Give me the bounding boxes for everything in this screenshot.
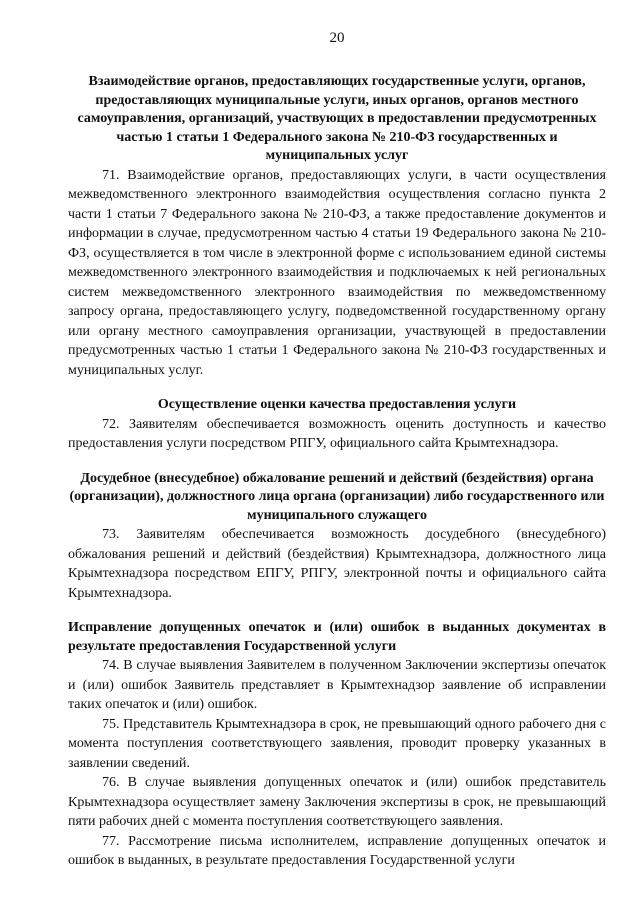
paragraph-77: 77. Рассмотрение письма исполнителем, исправление допущенных опечаток и ошибок в выданных, в результате предоставления Государственной услуги (68, 833, 606, 868)
paragraph-75: 75. Представитель Крымтехнадзора в срок, не превышающий одного рабочего дня с момента поступления соответствующего заявления, проводит проверку указанных в заявлении сведений. (68, 716, 606, 771)
paragraph-72: 72. Заявителям обеспечивается возможность оценить доступность и качество предоставления услуги посредством РПГУ, официального сайта Крымтехнадзора. (68, 416, 606, 451)
paragraph-74: 74. В случае выявления Заявителем в полученном Заключении экспертизы опечаток и (или) ошибок Заявитель представляет в Крымтехнадзор заявление об исправлении таких опечаток и (или) ошибок. (68, 658, 606, 712)
section-heading-error-correction: Исправление допущенных опечаток и (или) ошибок в выданных документах в результате предоставления Государственной услуги (68, 620, 606, 654)
paragraph-76: 76. В случае выявления допущенных опечаток и (или) ошибок представитель Крымтехнадзора осуществляет замену Заключения экспертизы в срок, не превышающий пяти рабочих дней с момента поступления соответствующего заявления. (68, 775, 606, 829)
page-number: 20 (329, 30, 345, 46)
section-heading-quality-assessment: Осуществление оценки качества предоставления услуги (157, 397, 517, 412)
section-heading-interaction: Взаимодействие органов, предоставляющих государственные услуги, органов, предоставляющих муниципальные услуги, иных органов, органов местного самоуправления, организаций, участвующих в предоставлении предусмотренных частью 1 статьи 1 Федерального закона № 210-ФЗ государственных и муниципальных услуг (77, 74, 597, 163)
paragraph-73: 73. Заявителям обеспечивается возможность досудебного (внесудебного) обжалования решений и действий (бездействия) Крымтехнадзора, должностного лица Крымтехнадзора посредством ЕПГУ, РПГУ, электронной почты и официального сайта Крымтехнадзора. (68, 527, 606, 601)
paragraph-71: 71. Взаимодействие органов, предоставляющих услуги, в части осуществления межведомственного электронного взаимодействия осуществления согласно пункта 2 части 1 статьи 7 Федерального закона № 210-ФЗ, а также предоставление документов и информации в случае, предусмотренном частью 4 статьи 19 Федерального закона № 210-ФЗ, осуществляется в том числе в электронной форме с использованием единой системы межведомственного электронного взаимодействия и подключаемых к ней региональных систем межведомственного электронного взаимодействия по межведомственному запросу органа, предоставляющего услугу, подведомственной государственному органу или органу местного самоуправления организации, участвующей в предоставлении предусмотренных частью 1 статьи 1 Федерального закона № 210-ФЗ государственных и муниципальных услуг. (68, 167, 606, 378)
section-heading-pretrial-appeal: Досудебное (внесудебное) обжалование решений и действий (бездействия) органа (организации), должностного лица органа (организации) либо государственного или муниципального служащего (69, 470, 605, 523)
